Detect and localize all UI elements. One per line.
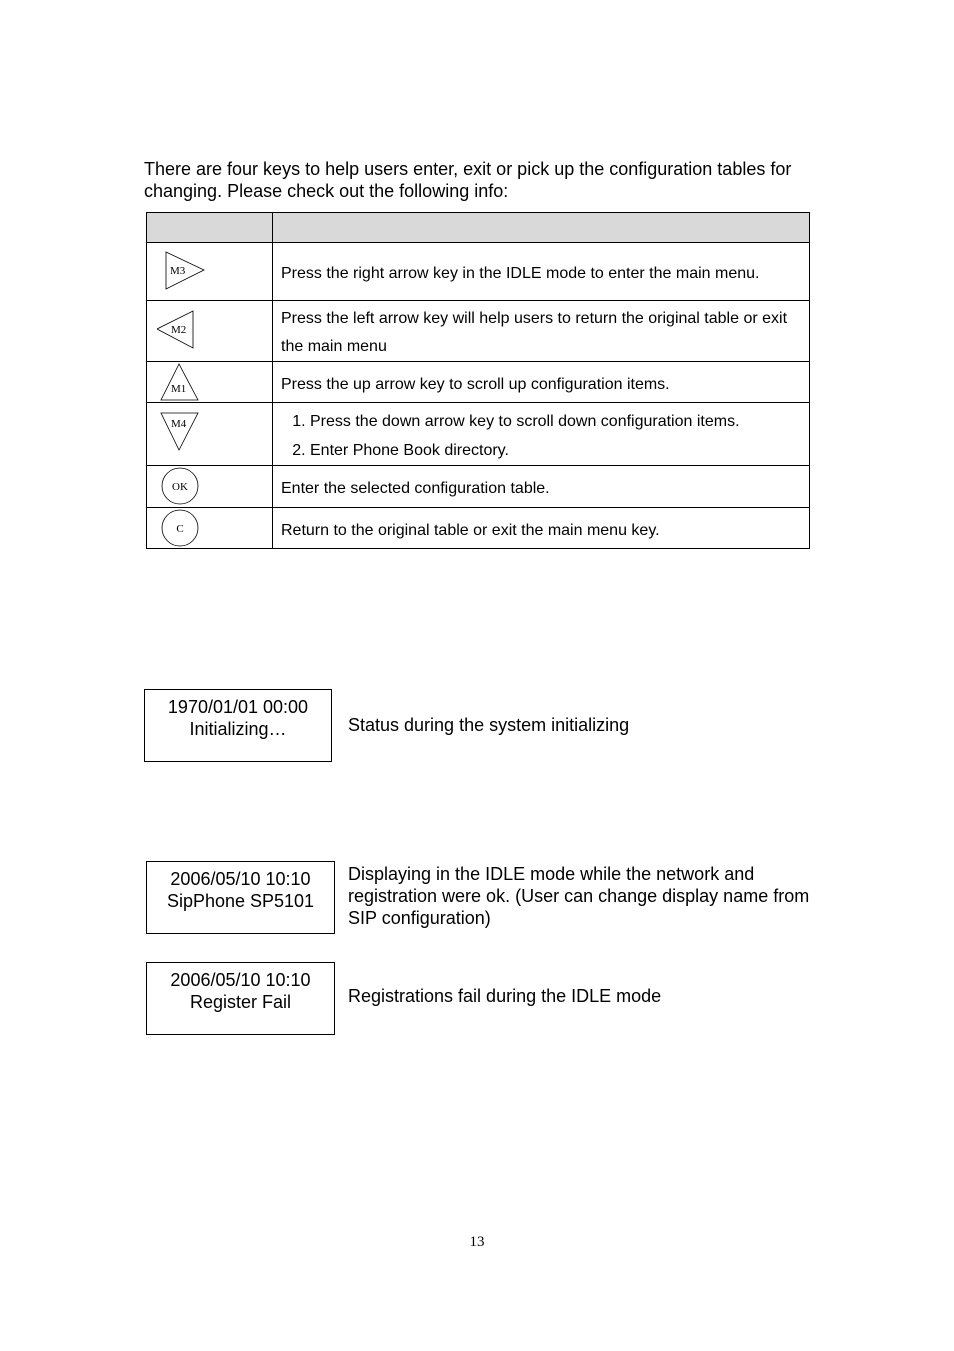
table-row (147, 403, 810, 466)
lcd-line-1: 1970/01/01 00:00 (167, 697, 309, 717)
lcd-screen-initializing (144, 689, 332, 762)
lcd-line-2: Initializing… (189, 719, 287, 739)
right-arrow-key-icon (157, 243, 217, 301)
table-header-row (147, 213, 810, 243)
table-row (147, 301, 810, 362)
lcd-description: Status during the system initializing (348, 715, 630, 735)
svg-text:M1: M1 (171, 383, 187, 395)
intro-paragraph: There are four keys to help users enter, exit or pick up the configuration tables for changing. Please check out the following info: (144, 159, 792, 201)
svg-text:OK: OK (172, 481, 188, 493)
key-description: Press the right arrow key in the IDLE mode to enter the main menu. (281, 265, 760, 282)
key-description: Return to the original table or exit the main menu key. (281, 521, 660, 539)
key-cell (147, 301, 273, 362)
lcd-line-2: Register Fail (189, 992, 292, 1012)
up-arrow-key-icon (157, 362, 217, 403)
table-row (147, 508, 810, 549)
down-arrow-key-icon (157, 403, 217, 461)
key-cell (147, 508, 273, 549)
key-cell (147, 243, 273, 301)
table-header-description (273, 213, 810, 243)
key-description: Press the left arrow key will help users to return the original table or exit the main menu (281, 310, 788, 355)
ok-key-icon (157, 466, 217, 508)
svg-text:M4: M4 (171, 418, 187, 430)
key-function-table (146, 212, 810, 549)
table-row (147, 466, 810, 508)
svg-text:M3: M3 (170, 265, 186, 277)
lcd-screen-register-fail (146, 962, 335, 1035)
table-row (147, 362, 810, 403)
left-arrow-key-icon (157, 301, 217, 359)
key-cell (147, 466, 273, 508)
key-description-list (281, 407, 801, 465)
list-item: 2. Enter Phone Book directory. (310, 436, 801, 465)
key-cell (147, 362, 273, 403)
list-item: 1. Press the down arrow key to scroll down configuration items. (310, 407, 801, 436)
table-header-key (147, 213, 273, 243)
lcd-screen-idle (146, 861, 335, 934)
description-cell (273, 403, 810, 466)
lcd-description: Registrations fail during the IDLE mode (348, 986, 662, 1006)
page-number: 13 (469, 1234, 485, 1250)
lcd-line-1: 2006/05/10 10:10 (170, 970, 311, 990)
key-cell (147, 403, 273, 466)
lcd-line-2: SipPhone SP5101 (166, 891, 315, 911)
lcd-description: Displaying in the IDLE mode while the network and registration were ok. (User can change display name from SIP configuration) (348, 864, 810, 928)
description-cell (273, 301, 810, 362)
description-cell (273, 362, 810, 403)
description-cell (273, 508, 810, 549)
key-description: Press the up arrow key to scroll up configuration items. (281, 375, 670, 393)
table-row (147, 243, 810, 301)
svg-text:C: C (176, 523, 184, 535)
svg-text:M2: M2 (171, 324, 187, 336)
lcd-line-1: 2006/05/10 10:10 (170, 869, 311, 889)
description-cell (273, 466, 810, 508)
cancel-key-icon (157, 508, 217, 549)
key-description: Enter the selected configuration table. (281, 480, 550, 497)
description-cell (273, 243, 810, 301)
